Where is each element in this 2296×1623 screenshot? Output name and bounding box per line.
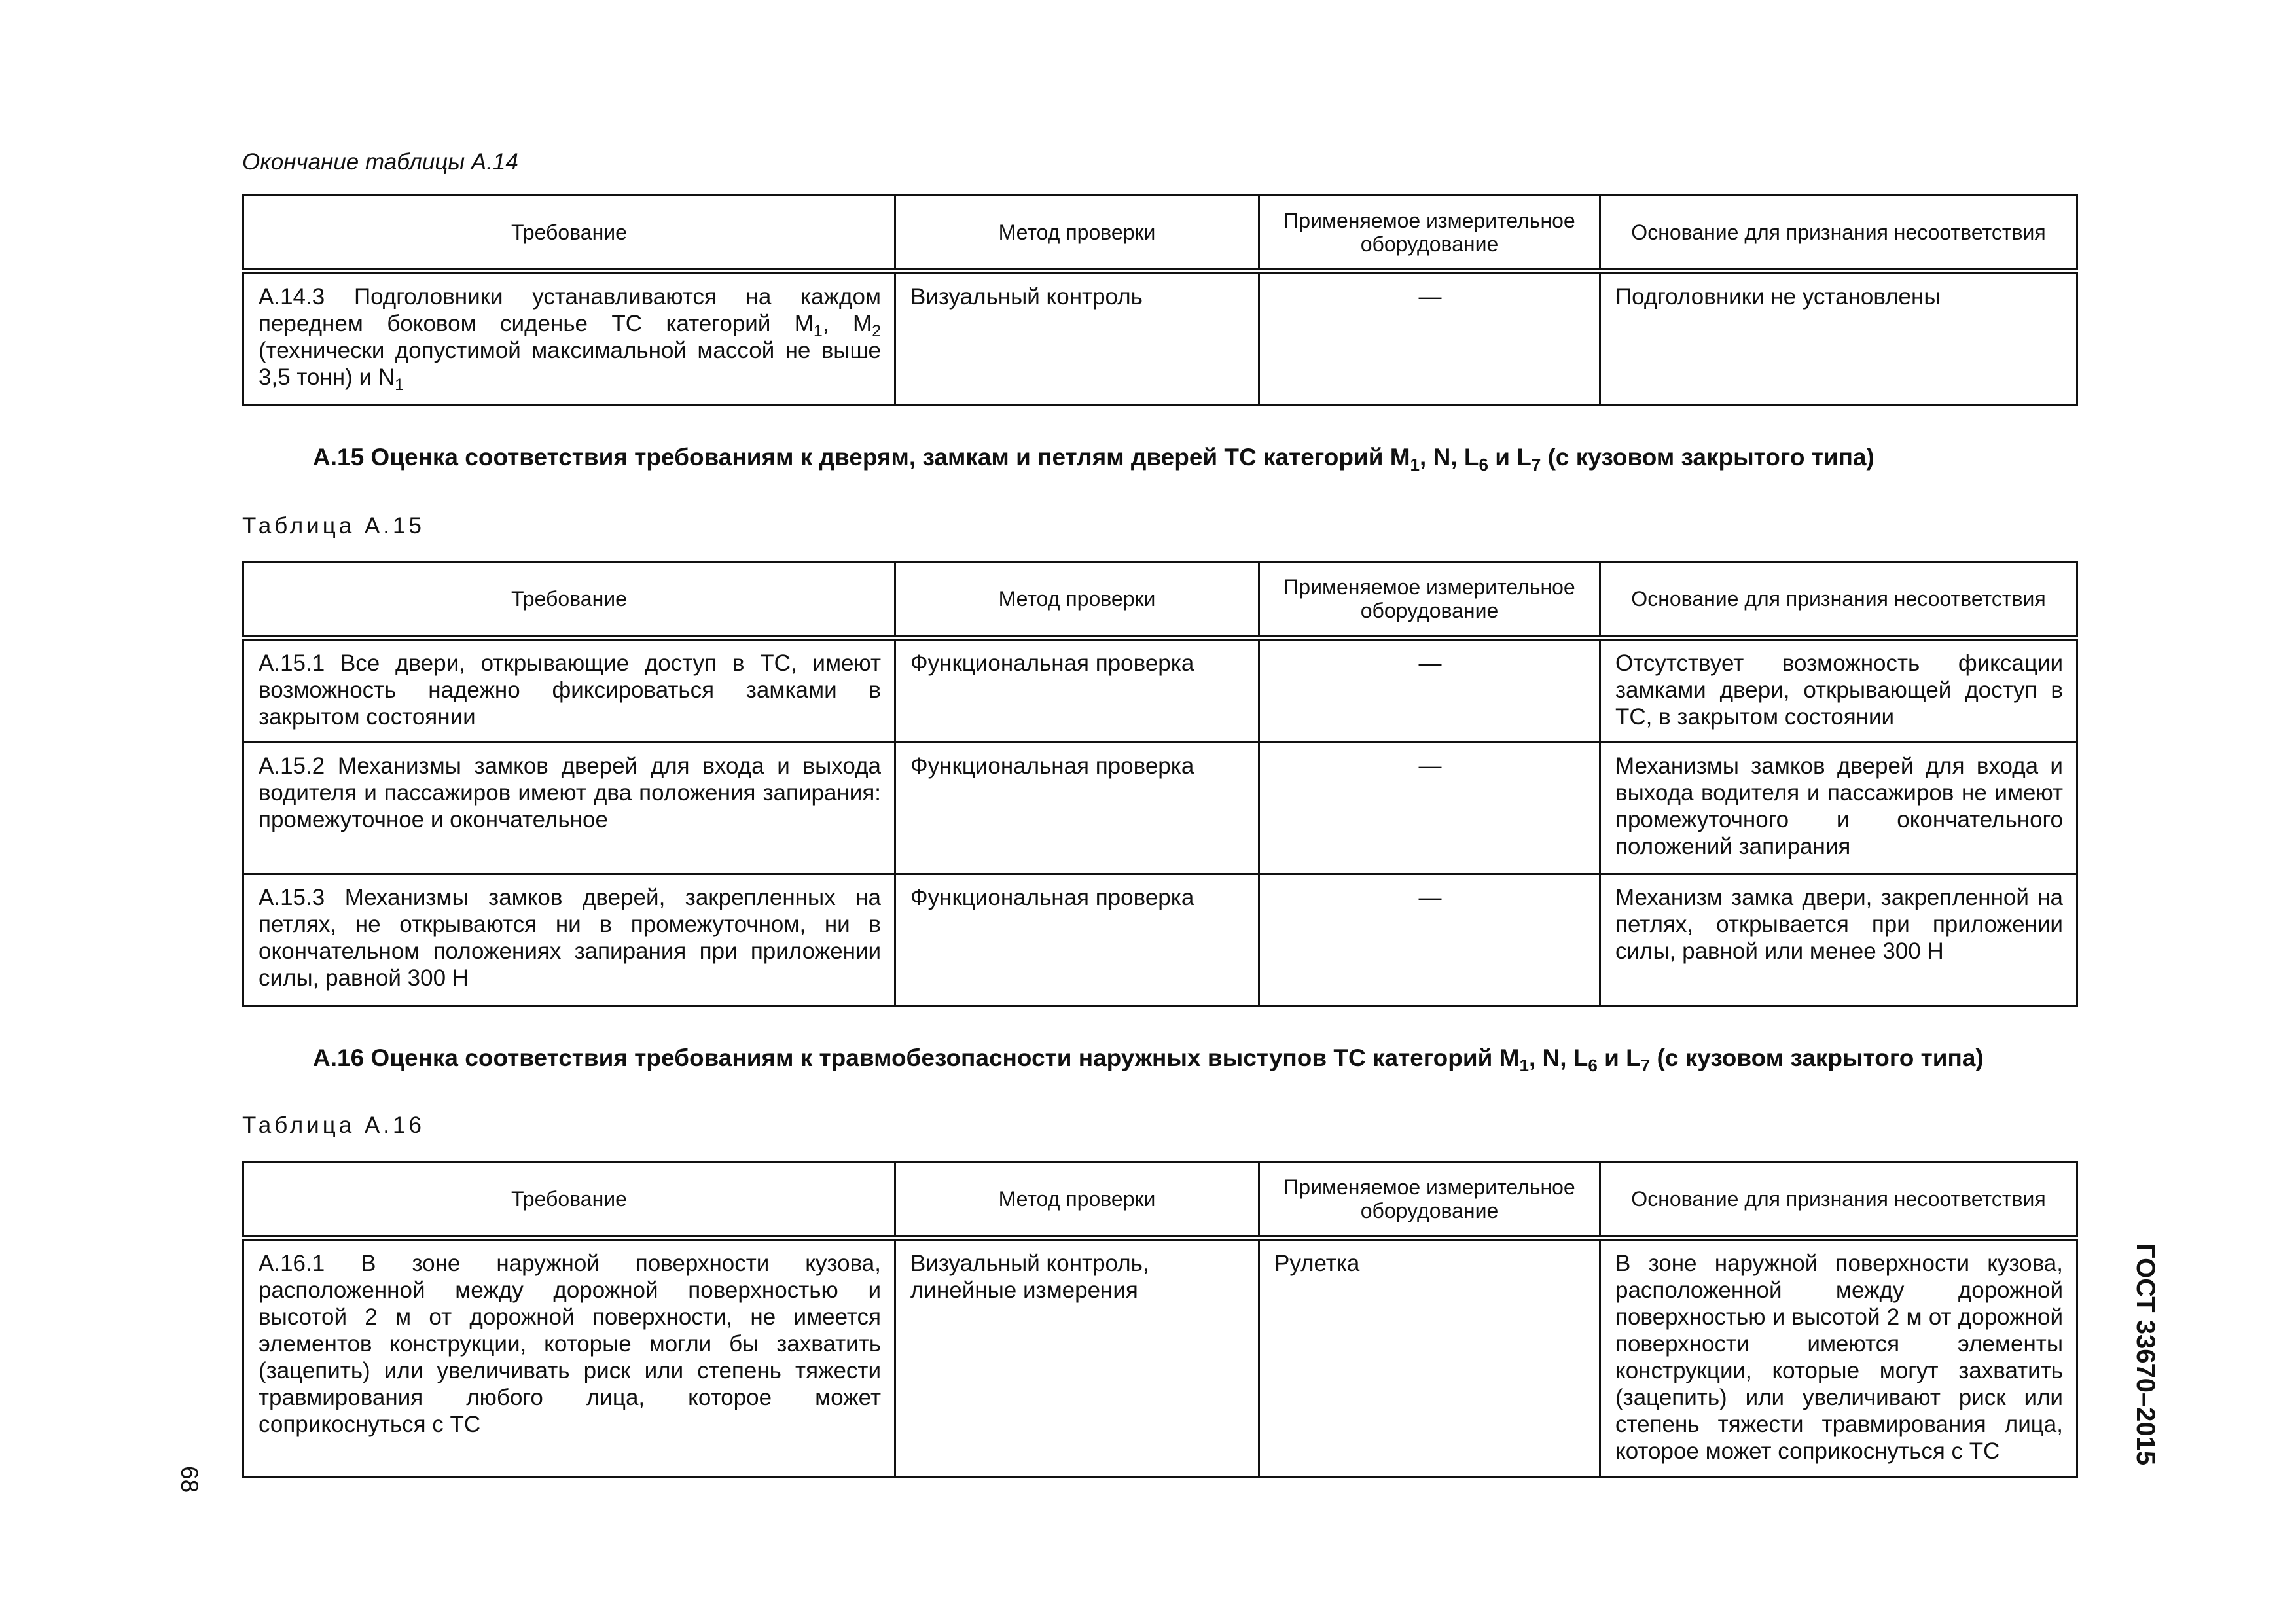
cell-requirement: А.15.1 Все двери, открывающие доступ в ТС, имеют возможность надежно фиксироваться замками в закрытом состоянии (243, 638, 895, 743)
table-a15 (242, 561, 2078, 1007)
header-method: Метод проверки (895, 562, 1259, 638)
cell-equipment: — (1259, 272, 1600, 405)
cell-method: Функциональная проверка (895, 874, 1259, 1006)
table-row (243, 1238, 2077, 1478)
cell-equipment: Рулетка (1259, 1238, 1600, 1478)
header-basis: Основание для признания несоответствия (1600, 196, 2077, 272)
header-requirement: Требование (243, 562, 895, 638)
header-requirement: Требование (243, 1162, 895, 1238)
table-a16 (242, 1161, 2078, 1478)
cell-requirement: А.14.3 Подголовники устанавливаются на каждом переднем боковом сиденье ТС категорий $M_1$, $M_2$ (технически допустимой максимальной массой не выше 3,5 тонн) и $N_1$ (243, 272, 895, 405)
header-basis: Основание для признания несоответствия (1600, 1162, 2077, 1238)
cell-equipment: — (1259, 743, 1600, 874)
cell-basis: Отсутствует возможность фиксации замками двери, открывающей доступ в ТС, в закрытом состоянии (1600, 638, 2077, 743)
cell-requirement: А.15.3 Механизмы замков дверей, закрепленных на петлях, не открываются ни в промежуточном, ни в окончательном положениях запирания при приложении силы, равной 300 Н (243, 874, 895, 1006)
section-a16-title: А.16 Оценка соответствия требованиям к травмобезопасности наружных выступов ТС категорий $M_1$, N, $L_6$ и $L_7$ (с кузовом закрытого типа) (313, 1044, 1984, 1075)
header-equipment: Применяемое измерительное оборудование (1259, 562, 1600, 638)
cell-equipment: — (1259, 638, 1600, 743)
cell-method: Функциональная проверка (895, 743, 1259, 874)
table-row (243, 743, 2077, 874)
table-a16-label: Таблица А.16 (242, 1113, 425, 1138)
cell-method: Визуальный контроль, линейные измерения (895, 1238, 1259, 1478)
cell-method: Визуальный контроль (895, 272, 1259, 405)
table-header-row (243, 1162, 2077, 1238)
table-row (243, 874, 2077, 1006)
cell-method: Функциональная проверка (895, 638, 1259, 743)
section-a15-title: А.15 Оценка соответствия требованиям к дверям, замкам и петлям дверей ТС категорий $M_1$, N, $L_6$ и $L_7$ (с кузовом закрытого типа) (313, 444, 1874, 474)
table-a14 (242, 194, 2078, 406)
header-basis: Основание для признания несоответствия (1600, 562, 2077, 638)
cell-basis: Механизмы замков дверей для входа и выхода водителя и пассажиров не имеют промежуточного и окончательного положений запирания (1600, 743, 2077, 874)
cell-requirement: А.15.2 Механизмы замков дверей для входа и выхода водителя и пассажиров имеют два положения запирания: промежуточное и окончательное (243, 743, 895, 874)
cell-equipment: — (1259, 874, 1600, 1006)
table-a14-continuation-caption: Окончание таблицы А.14 (242, 149, 518, 175)
table-header-row (243, 562, 2077, 638)
header-requirement: Требование (243, 196, 895, 272)
table-row (243, 272, 2077, 405)
table-a15-label: Таблица А.15 (242, 513, 425, 539)
table-header-row (243, 196, 2077, 272)
header-method: Метод проверки (895, 196, 1259, 272)
page-number: 68 (176, 1466, 203, 1493)
table-row (243, 638, 2077, 743)
header-equipment: Применяемое измерительное оборудование (1259, 1162, 1600, 1238)
header-method: Метод проверки (895, 1162, 1259, 1238)
cell-requirement: А.16.1 В зоне наружной поверхности кузова, расположенной между дорожной поверхностью и высотой 2 м от дорожной поверхности, не имеется элементов конструкции, которые могли бы захватить (зацепить) или увеличивать риск или степень тяжести травмирования любого лица, которое может соприкоснуться с ТС (243, 1238, 895, 1478)
cell-basis: В зоне наружной поверхности кузова, расположенной между дорожной поверхностью и высотой 2 м от дорожной поверхности имеются элементы конструкции, которые могут захватить (зацепить) или увеличивают риск или степень тяжести травмирования лица, которое может соприкоснуться с ТС (1600, 1238, 2077, 1478)
header-equipment: Применяемое измерительное оборудование (1259, 196, 1600, 272)
cell-basis: Механизм замка двери, закрепленной на петлях, открывается при приложении силы, равной или менее 300 Н (1600, 874, 2077, 1006)
cell-basis: Подголовники не установлены (1600, 272, 2077, 405)
standard-designation: ГОСТ 33670–2015 (2131, 1243, 2160, 1466)
